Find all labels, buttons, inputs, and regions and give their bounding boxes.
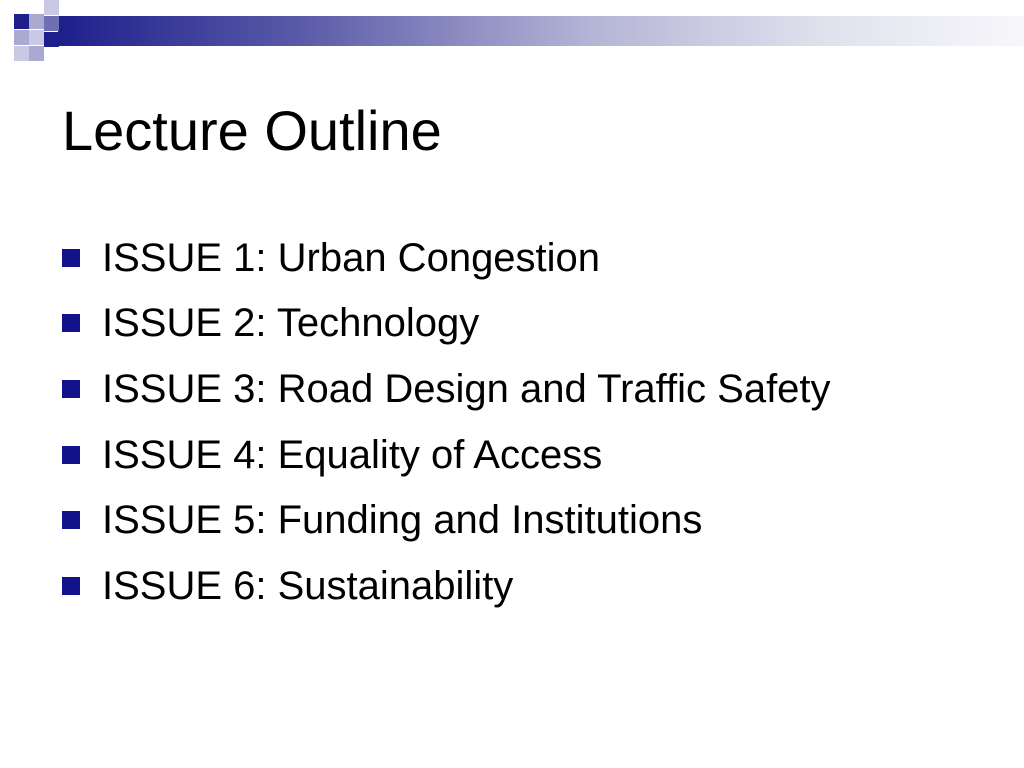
banner-square xyxy=(44,32,59,47)
decorative-banner xyxy=(0,0,1024,64)
banner-square xyxy=(14,30,29,45)
square-bullet-icon xyxy=(62,249,80,267)
bullet-item xyxy=(62,291,831,357)
bullet-text: ISSUE 1: Urban Congestion xyxy=(102,235,601,280)
bullet-list xyxy=(62,225,831,619)
banner-square xyxy=(29,46,44,61)
slide-title: Lecture Outline xyxy=(62,99,442,162)
banner-square xyxy=(14,14,29,29)
gradient-bar xyxy=(58,16,1024,46)
bullet-item xyxy=(62,487,831,553)
square-bullet-icon xyxy=(62,511,80,529)
banner-square xyxy=(44,0,59,15)
square-bullet-icon xyxy=(62,446,80,464)
bullet-item xyxy=(62,422,831,488)
bullet-text: ISSUE 4: Equality of Access xyxy=(102,432,603,477)
banner-square xyxy=(29,14,44,29)
bullet-text: ISSUE 3: Road Design and Traffic Safety xyxy=(102,366,831,411)
bullet-item xyxy=(62,553,831,619)
square-bullet-icon xyxy=(62,577,80,595)
square-bullet-icon xyxy=(62,314,80,332)
bullet-text: ISSUE 5: Funding and Institutions xyxy=(102,498,703,543)
bullet-item xyxy=(62,225,831,291)
banner-square xyxy=(14,46,29,61)
bullet-text: ISSUE 6: Sustainability xyxy=(102,563,514,608)
banner-square xyxy=(29,30,44,45)
bullet-item xyxy=(62,356,831,422)
banner-square xyxy=(44,16,59,31)
bullet-text: ISSUE 2: Technology xyxy=(102,301,480,346)
square-bullet-icon xyxy=(62,380,80,398)
